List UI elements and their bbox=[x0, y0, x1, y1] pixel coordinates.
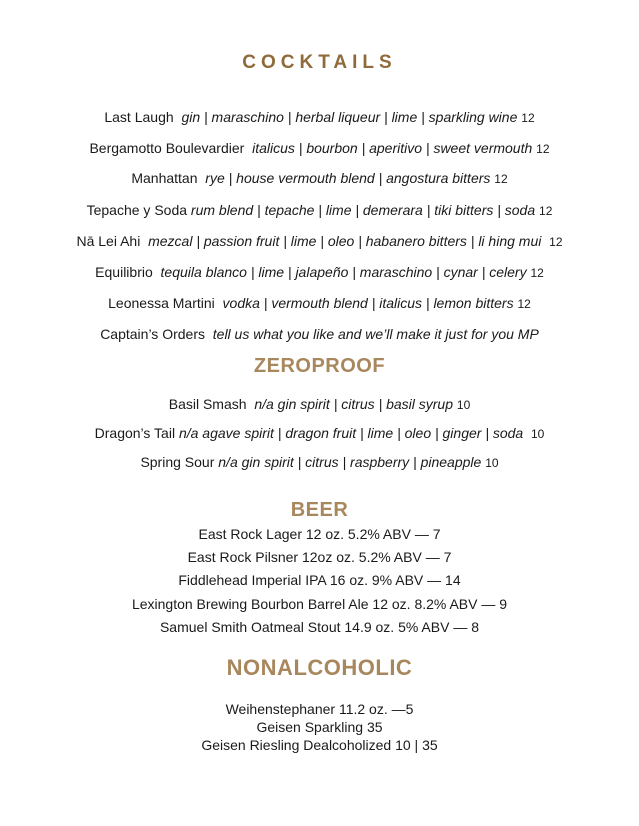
nonalcoholic-item: Geisen Riesling Dealcoholized 10 | 35 bbox=[201, 737, 438, 753]
cocktail-name: Nā Lei Ahi bbox=[76, 233, 141, 249]
cocktail-price: 12 bbox=[530, 266, 544, 280]
cocktail-price: 12 bbox=[517, 297, 531, 311]
zeroproof-name: Spring Sour bbox=[140, 454, 215, 470]
nonalcoholic-heading: NONALCOHOLIC bbox=[226, 655, 413, 680]
cocktail-item bbox=[0, 139, 639, 158]
cocktail-name: Manhattan bbox=[131, 170, 198, 186]
zeroproof-desc: n/a gin spirit | citrus | basil syrup bbox=[254, 396, 454, 412]
nonalcoholic-item: Weihenstephaner 11.2 oz. —5 bbox=[225, 701, 414, 717]
cocktail-item bbox=[0, 263, 639, 282]
zeroproof-item bbox=[0, 424, 639, 443]
cocktail-item bbox=[0, 325, 639, 343]
cocktail-name: Bergamotto Boulevardier bbox=[89, 140, 245, 156]
zeroproof-name: Dragon’s Tail bbox=[94, 425, 176, 441]
cocktail-desc: rye | house vermouth blend | angostura bitters bbox=[205, 170, 491, 186]
zeroproof-item bbox=[0, 395, 639, 414]
cocktail-item bbox=[0, 232, 639, 251]
beer-heading: BEER bbox=[290, 499, 349, 521]
beer-item: East Rock Lager 12 oz. 5.2% ABV — 7 bbox=[198, 526, 441, 542]
cocktail-price: 12 bbox=[539, 204, 553, 218]
cocktail-name: Captain’s Orders bbox=[100, 326, 205, 342]
zeroproof-desc: n/a agave spirit | dragon fruit | lime | oleo | ginger | soda bbox=[178, 425, 524, 441]
zeroproof-price: 10 bbox=[531, 427, 545, 441]
cocktail-price: 12 bbox=[536, 142, 550, 156]
beer-item: Lexington Brewing Bourbon Barrel Ale 12 oz. 8.2% ABV — 9 bbox=[131, 596, 508, 612]
cocktails-heading: COCKTAILS bbox=[242, 52, 397, 73]
zeroproof-desc: n/a gin spirit | citrus | raspberry | pineapple bbox=[218, 454, 482, 470]
beer-item: East Rock Pilsner 12oz oz. 5.2% ABV — 7 bbox=[187, 549, 452, 565]
cocktail-name: Leonessa Martini bbox=[108, 295, 215, 311]
cocktail-name: Tepache y Soda bbox=[86, 202, 188, 218]
cocktail-desc: italicus | bourbon | aperitivo | sweet vermouth bbox=[252, 140, 533, 156]
cocktail-item bbox=[0, 294, 639, 313]
zeroproof-heading: ZEROPROOF bbox=[253, 355, 386, 377]
cocktail-price: 12 bbox=[521, 111, 535, 125]
cocktail-name: Equilibrio bbox=[95, 264, 153, 280]
cocktail-desc: vodka | vermouth blend | italicus | lemon bitters bbox=[222, 295, 514, 311]
cocktail-price: 12 bbox=[549, 235, 563, 249]
cocktail-name: Last Laugh bbox=[104, 109, 174, 125]
zeroproof-name: Basil Smash bbox=[168, 396, 247, 412]
cocktail-desc: rum blend | tepache | lime | demerara | tiki bitters | soda bbox=[190, 202, 536, 218]
zeroproof-price: 10 bbox=[485, 456, 499, 470]
cocktail-desc: gin | maraschino | herbal liqueur | lime | sparkling wine bbox=[181, 109, 518, 125]
cocktail-item bbox=[0, 108, 639, 127]
cocktail-desc: tell us what you like and we’ll make it just for you MP bbox=[212, 326, 539, 342]
zeroproof-price: 10 bbox=[456, 398, 471, 412]
cocktail-desc: mezcal | passion fruit | lime | oleo | habanero bitters | li hing mui bbox=[148, 233, 542, 249]
cocktail-desc: tequila blanco | lime | jalapeño | maraschino | cynar | celery bbox=[160, 264, 527, 280]
nonalcoholic-item: Geisen Sparkling 35 bbox=[256, 719, 383, 735]
zeroproof-item bbox=[0, 453, 639, 472]
cocktail-item bbox=[0, 201, 639, 220]
beer-item: Fiddlehead Imperial IPA 16 oz. 9% ABV — 14 bbox=[178, 572, 461, 588]
cocktail-price: 12 bbox=[494, 172, 508, 186]
cocktail-item bbox=[0, 169, 639, 188]
beer-item: Samuel Smith Oatmeal Stout 14.9 oz. 5% ABV — 8 bbox=[159, 619, 480, 635]
